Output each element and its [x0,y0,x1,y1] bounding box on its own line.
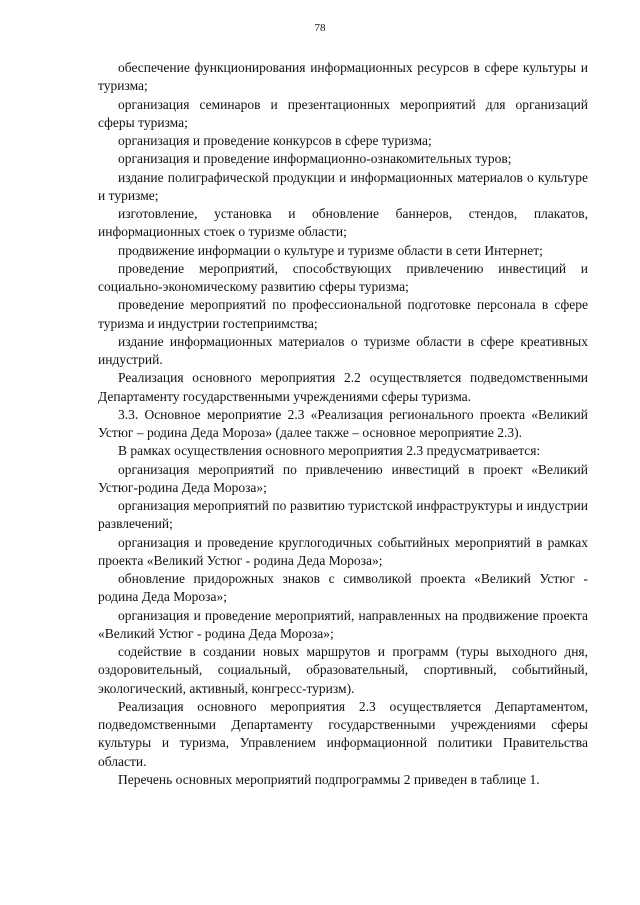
paragraph-creative-industries: издание информационных материалов о туризме области в сфере креативных индустрий. [98,333,588,367]
paragraph-printing: издание полиграфической продукции и информационных материалов о культуре и туризме; [98,169,588,203]
paragraph-new-routes: содействие в создании новых маршрутов и программ (туры выходного дня, оздоровительный, социальный, образовательный, спортивный, событийный, экологический, активный, конгресс-туризм). [98,644,588,696]
document-body [98,59,588,789]
paragraph-infrastructure: организация мероприятий по развитию туристской инфраструктуры и индустрии развлечений; [98,498,588,532]
paragraph-contests: организация и проведение конкурсов в сфере туризма; [118,133,432,148]
paragraph-measure-2-2: Реализация основного мероприятия 2.2 осуществляется подведомственными Департаменту государственными учреждениями сферы туризма. [98,370,588,404]
paragraph-measure-2-3-intro: В рамках осуществления основного мероприятия 2.3 предусматривается: [118,443,541,459]
paragraph-banners: изготовление, установка и обновление баннеров, стендов, плакатов, информационных стоек о туризме области; [98,206,588,240]
paragraph-project-promotion: организация и проведение мероприятий, направленных на продвижение проекта «Великий Устюг - родина Деда Мороза»; [98,607,588,641]
paragraph-year-round-events: организация и проведение круглогодичных событийных мероприятий в рамках проекта «Великий Устюг - родина Деда Мороза»; [98,534,588,568]
paragraph-investment-events: проведение мероприятий, способствующих привлечению инвестиций и социально-экономическому развитию сферы туризма; [98,260,588,294]
paragraph-seminars: организация семинаров и презентационных мероприятий для организаций сферы туризма; [98,96,588,130]
paragraph-table-reference: Перечень основных мероприятий подпрограммы 2 приведен в таблице 1. [118,771,540,787]
paragraph-measure-2-3-implementation: Реализация основного мероприятия 2.3 осуществляется Департаментом, подведомственными Департаменту государственными учреждениями сферы культуры и туризма, Управлением информационной политики Правительства области. [98,698,588,769]
paragraph-internet-promotion: продвижение информации о культуре и туризме области в сети Интернет; [118,242,543,258]
paragraph-investment-project: организация мероприятий по привлечению инвестиций в проект «Великий Устюг-родина Деда Мороза»; [98,461,588,495]
paragraph-staff-training: проведение мероприятий по профессиональной подготовке персонала в сфере туризма и индустрии гостеприимства; [98,297,588,331]
paragraph-section-3-3: 3.3. Основное мероприятие 2.3 «Реализация регионального проекта «Великий Устюг – родина Деда Мороза» (далее также – основное мероприятие 2.3). [98,406,588,440]
paragraph-resources: обеспечение функционирования информационных ресурсов в сфере культуры и туризма; [98,60,588,94]
paragraph-road-signs: обновление придорожных знаков с символикой проекта «Великий Устюг - родина Деда Мороза»; [98,571,588,605]
paragraph-info-tours: организация и проведение информационно-ознакомительных туров; [118,151,512,167]
page-number: 78 [314,22,326,34]
